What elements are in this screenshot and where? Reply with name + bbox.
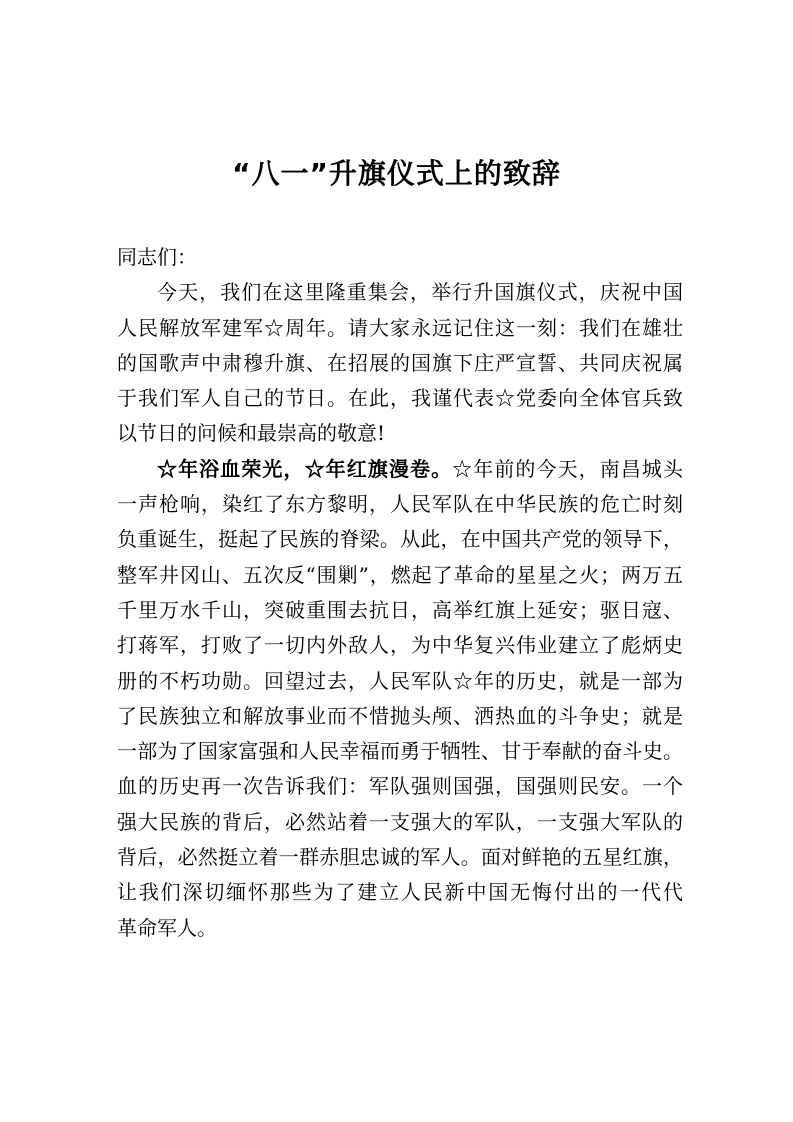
text-line: 册的不朽功勋。回望过去，人民军队☆年的历史，就是一部为 [117,668,683,693]
text-line: 背后，必然挺立着一群赤胆忠诚的军人。面对鲜艳的五星红旗， [117,845,683,870]
salutation: 同志们： [117,245,197,269]
text-line: 血的历史再一次告诉我们：军队强则国强，国强则民安。一个 [117,774,683,799]
text-line: 以节日的问候和最崇高的敬意! [117,421,386,446]
text-line: 一部为了国家富强和人民幸福而勇于牺牲、甘于奉献的奋斗史。 [117,739,683,764]
text-line: 整军井冈山、五次反“围剿”，燃起了革命的星星之火；两万五 [117,562,683,587]
text-line: 今天，我们在这里隆重集会，举行升国旗仪式，庆祝中国 [157,280,683,305]
paragraph-1 [117,275,683,451]
text-line: 一声枪响，染红了东方黎明，人民军队在中华民族的危亡时刻 [117,492,683,517]
text-line: 的国歌声中肃穆升旗、在招展的国旗下庄严宣誓、共同庆祝属 [117,350,683,375]
text-line: 了民族独立和解放事业而不惜抛头颅、洒热血的斗争史；就是 [117,703,683,728]
text-line: 千里万水千山，突破重围去抗日，高举红旗上延安；驱日寇、 [117,597,683,622]
paragraph-heading: ☆年浴血荣光，☆年红旗漫卷。 [157,456,453,481]
document-body [117,240,683,946]
paragraph-2 [117,452,683,946]
document-title: “八一”升旗仪式上的致辞 [232,157,561,190]
text-line: 人民解放军建军☆周年。请大家永远记住这一刻：我们在雄壮 [117,315,683,340]
text-span: ☆年前的今天，南昌城头 [452,456,684,481]
text-line: 于我们军人自己的节日。在此，我谨代表☆党委向全体官兵致 [117,386,683,411]
text-line: 负重诞生，挺起了民族的脊梁。从此，在中国共产党的领导下， [117,527,683,552]
text-line [117,452,683,487]
text-line: 革命军人。 [117,915,217,940]
text-line: 强大民族的背后，必然站着一支强大的军队，一支强大军队的 [117,809,683,834]
text-line: 让我们深切缅怀那些为了建立人民新中国无悔付出的一代代 [117,880,683,905]
text-line: 打蒋军，打败了一切内外敌人，为中华复兴伟业建立了彪炳史 [117,633,683,658]
